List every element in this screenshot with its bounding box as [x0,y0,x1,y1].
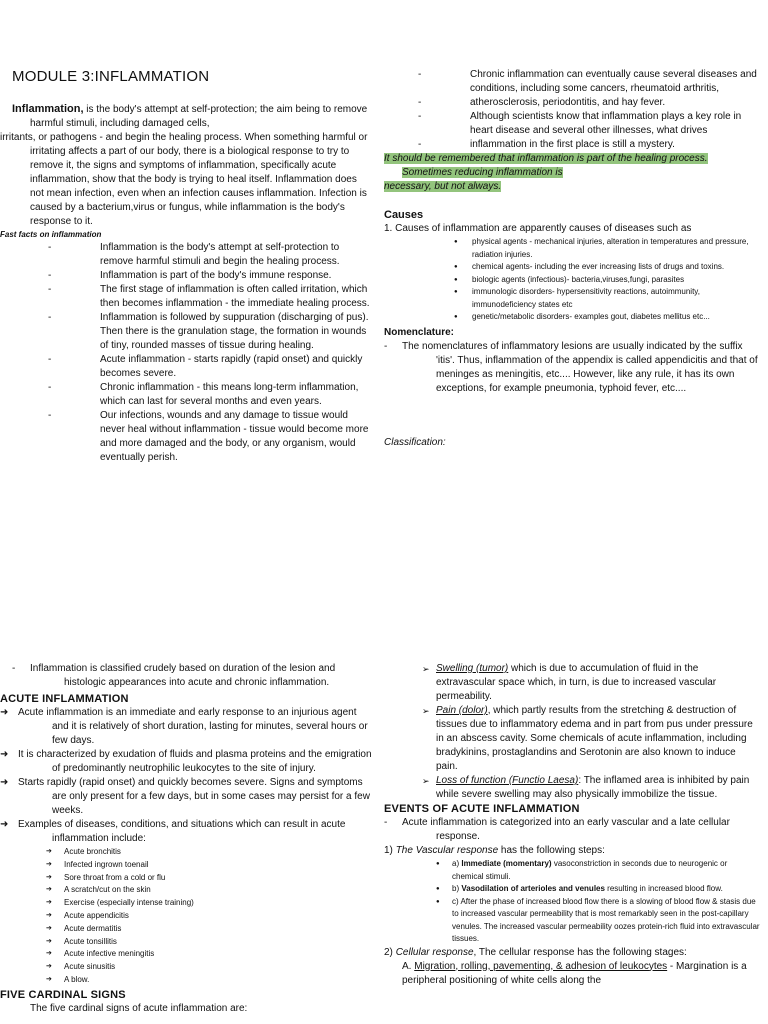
margination-text: A. Migration, rolling, pavementing, & adhesion of leukocytes - Margination is a peripheral positioning of white cells along the [402,960,747,986]
acute-list [0,706,372,846]
list-item: ➔ Sore throat from a cold or flu [12,872,372,885]
events-heading: EVENTS OF ACUTE INFLAMMATION [384,803,580,815]
right-column [384,68,760,450]
list-item: ➜ Examples of diseases, conditions, and situations which can result in acute inflammation include: [0,819,346,844]
fast-facts-heading: Fast facts on inflammation [0,230,102,239]
list-item: ● biologic agents (infectious)- bacteria,viruses,fungi, parasites [384,274,760,287]
list-item: - Acute inflammation - starts rapidly (rapid onset) and quickly becomes severe. [48,354,363,379]
list-item: ➔ A scratch/cut on the skin [12,884,372,897]
list-item: ➔ Acute bronchitis [12,846,372,859]
list-item: ➢ Pain (dolor), which partly results from the stretching & destruction of tissues due to inflammatory edema and in part from pus under pressure in an abscess cavity. Some chemicals of acute inflammation, including bradykinins, prostaglandins and Serotonin are also known to induce pain. [422,705,753,772]
list-item: - Acute inflammation is categorized into an early vascular and a late cellular response. [384,816,760,844]
list-item: ● immunologic disorders- hypersensitivity reactions, autoimmunity, immunodeficiency states etc [384,286,760,311]
list-item: ➢ Swelling (tumor) which is due to accumulation of fluid in the extravascular space which, in turn, is due to increased vascular permeability. [422,663,717,702]
list-item: ➔ Acute sinusitis [12,961,372,974]
list-item: ➔ A blow. [12,974,372,987]
classification-list [12,662,372,690]
list-item: - Inflammation is followed by suppuration (discharging of pus). Then there is the granulation stage, the formation in wounds of tiny, rounded masses of tissue during healing. [48,312,369,351]
nomenclature-heading: Nomenclature: [384,326,455,338]
left-column-2 [0,662,372,1016]
cardinal-signs-list [384,662,760,802]
events-list [384,816,760,844]
list-item: - Inflammation is the body's attempt at self-protection to remove harmful stimuli and begin the healing process. [48,242,340,267]
list-item: ➜ Acute inflammation is an immediate and early response to an injurious agent and it is relatively of short duration, lasting for minutes, several hours or few days. [0,707,368,746]
nomenclature-list [384,340,760,396]
causes-heading: Causes [384,209,424,221]
intro-term: Inflammation, [12,103,84,115]
vascular-steps-list [384,858,760,946]
chronic-notes-list [384,68,760,152]
list-item: - The first stage of inflammation is often called irritation, which then becomes inflammation - the immediate healing process. [48,284,370,309]
classification-text: Inflammation is classified crudely based on duration of the lesion and histologic appearances into acute and chronic inflammation. [30,663,336,688]
list-item: - Although scientists know that inflammation plays a key role in heart disease and several other illnesses, what drives [418,111,742,136]
nomenclature-text: The nomenclatures of inflammatory lesions are usually indicated by the suffix 'itis'. Thus, inflammation of the appendix is called appendicitis and that of meninges as meningitis, etc.... However, like any rule, it has its own exceptions, for example pneumonia, typhoid fever, etc.... [402,340,758,394]
list-item: ➜ Starts rapidly (rapid onset) and quickly becomes severe. Signs and symptoms are only present for a few days, but in some cases may persist for a few weeks. [0,777,370,816]
highlight-line-2: Sometimes reducing inflammation is [402,167,563,178]
causes-intro: 1. Causes of inflammation are apparently causes of diseases such as [384,223,692,234]
highlight-line-3: necessary, but not always. [384,181,502,192]
list-item: ● b) Vasodilation of arterioles and venules resulting in increased blood flow. [384,883,760,896]
intro-paragraph [12,102,372,131]
fast-facts-list [12,241,372,465]
list-item: - atherosclerosis, periodontitis, and hay fever. [418,97,666,108]
list-item: ➔ Infected ingrown toenail [12,859,372,872]
list-item: ● genetic/metabolic disorders- examples gout, diabetes mellitus etc... [384,311,760,324]
vascular-intro: 1) The Vascular response has the following steps: [384,845,605,856]
acute-heading: ACUTE INFLAMMATION [0,693,129,705]
list-item: - Inflammation is part of the body's immune response. [48,270,332,281]
five-signs-heading: FIVE CARDINAL SIGNS [0,988,126,1001]
highlighted-note [384,152,760,194]
five-signs-text: The five cardinal signs of acute inflammation are: [30,1002,248,1014]
list-item: ● physical agents - mechanical injuries, alteration in temperatures and pressure, radiation injuries. [384,236,760,261]
intro-paragraph-2: irritants, or pathogens - and begin the healing process. When something harmful or irritating affects a part of our body, there is a biological response to try to remove it, the signs and symptoms of inflammation, specifically acute inflammation, show that the body is trying to heal itself. Inflammation does not mean infection, even when an infection causes inflammation. Infection is caused by a bacterium,virus or fungus, while inflammation is the body's response to it. [0,132,368,227]
list-item: ➔ Acute infective meningitis [12,948,372,961]
right-column-2 [384,662,760,988]
document-page-2 [0,648,768,1024]
events-text: Acute inflammation is categorized into an early vascular and a late cellular response. [402,817,730,842]
acute-examples-list [12,846,372,987]
classification-label: Classification: [384,436,446,448]
list-item: ➔ Acute tonsillitis [12,936,372,949]
list-item: ➔ Exercise (especially intense training) [12,897,372,910]
list-item: - The nomenclatures of inflammatory lesions are usually indicated by the suffix 'itis'. Thus, inflammation of the appendix is called appendicitis and that of meninges as meningitis, etc.... However, like any rule, it has its own exceptions, for example pneumonia, typhoid fever, etc.... [384,340,760,396]
list-item: ➔ Acute dermatitis [12,923,372,936]
list-item: ● c) After the phase of increased blood flow there is a slowing of blood flow & stasis due to increased vascular permeability that is most remarkably seen in the post-capillary venules. The increased vascular permeability oozes protein-rich fluid into extravascular tissues. [384,896,760,946]
cellular-intro: 2) Cellular response, The cellular response has the following stages: [384,946,687,958]
highlight-line-1: It should be remembered that inflammation is part of the healing process. [384,153,708,164]
left-column [0,102,372,465]
list-item: - Inflammation is classified crudely based on duration of the lesion and histologic appearances into acute and chronic inflammation. [12,662,372,690]
list-item: - Chronic inflammation can eventually cause several diseases and conditions, including some cancers, rheumatoid arthritis, [418,69,757,94]
list-item: ● chemical agents- including the ever increasing lists of drugs and toxins. [384,261,760,274]
list-item: ● a) Immediate (momentary) vasoconstriction in seconds due to neurogenic or chemical stimuli. [384,858,760,883]
intro-text: is the body's attempt at self-protection; the aim being to remove harmful stimuli, including damaged cells, [30,104,368,129]
list-item: ➜ It is characterized by exudation of fluids and plasma proteins and the emigration of predominantly neutrophilic leukocytes to the site of injury. [0,749,372,774]
list-item: ➢ Loss of function (Functio Laesa): The inflamed area is inhibited by pain while severe swelling may also physically immobilize the tissue. [422,775,750,800]
causes-list [384,236,760,324]
list-item: - Chronic inflammation - this means long-term inflammation, which can last for several months and even years. [48,382,359,407]
list-item: - inflammation in the first place is still a mystery. [418,139,675,150]
list-item: - Our infections, wounds and any damage to tissue would never heal without inflammation - tissue would become more and more damaged and the body, or any organism, would eventually perish. [48,410,369,463]
module-title: MODULE 3:INFLAMMATION [12,68,210,85]
list-item: ➔ Acute appendicitis [12,910,372,923]
